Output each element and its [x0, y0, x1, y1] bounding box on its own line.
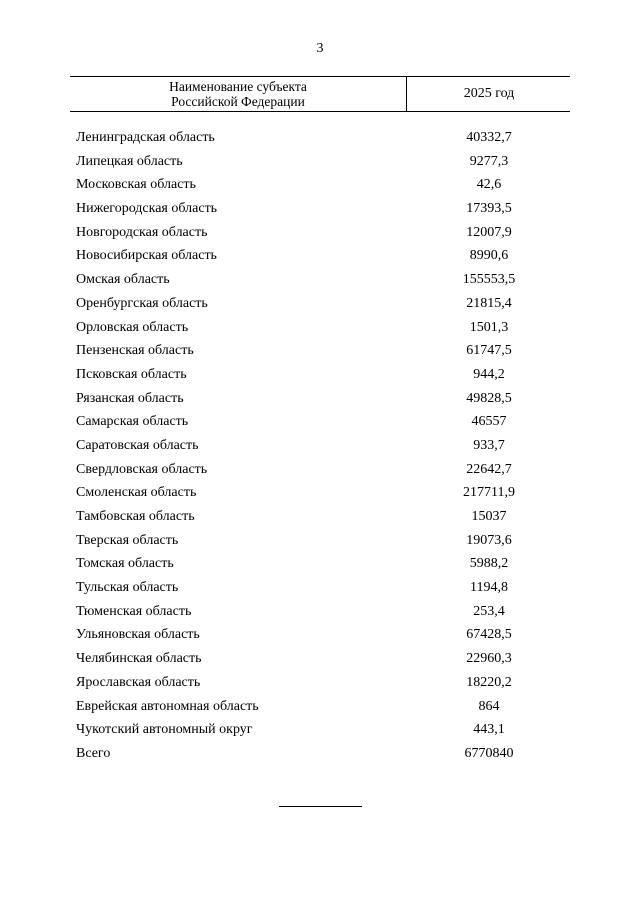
- region-name: Омская область: [76, 272, 170, 288]
- region-name: Орловская область: [76, 319, 189, 335]
- region-name: Тамбовская область: [76, 509, 195, 524]
- region-name: Оренбургская область: [76, 295, 208, 311]
- footer-rule: [279, 806, 362, 807]
- region-value: 17393,5: [466, 201, 512, 217]
- table-row: [0, 600, 640, 624]
- region-name: Нижегородская область: [76, 201, 218, 217]
- region-name: Смоленская область: [76, 485, 197, 501]
- table-row: [0, 695, 640, 719]
- region-value: 22960,3: [466, 651, 512, 667]
- region-value: 1501,3: [469, 319, 509, 335]
- table-row: [0, 671, 640, 695]
- region-name: Тульская область: [76, 580, 179, 596]
- region-value: 864: [478, 698, 500, 714]
- region-value: 1194,8: [470, 580, 508, 596]
- region-value: 49828,5: [466, 390, 512, 406]
- region-name: Ульяновская область: [76, 627, 200, 643]
- table-header: [70, 76, 570, 112]
- region-value: 155553,5: [462, 272, 516, 288]
- header-year: 2025 год: [463, 86, 515, 101]
- region-name: Еврейская автономная область: [76, 698, 259, 714]
- page-number: 3: [316, 41, 324, 56]
- region-value: 944,2: [473, 366, 505, 382]
- region-value: 61747,5: [466, 343, 512, 359]
- region-name: Новгородская область: [76, 224, 208, 240]
- region-value: 12007,9: [466, 224, 512, 240]
- table-row: [0, 173, 640, 197]
- table-row: [0, 410, 640, 434]
- header-region-name-line1: Наименование субъекта: [169, 79, 307, 94]
- table-row: [0, 576, 640, 600]
- region-value: 22642,7: [466, 461, 512, 477]
- region-value: 42,6: [476, 177, 502, 193]
- table-row: [0, 244, 640, 268]
- region-name: Пензенская область: [76, 343, 194, 359]
- region-value: 933,7: [473, 437, 505, 453]
- region-value: 6770840: [464, 745, 514, 761]
- region-name: Новосибирская область: [76, 248, 217, 264]
- table-row: [0, 434, 640, 458]
- table-row: [0, 529, 640, 553]
- table-row: [0, 268, 640, 292]
- region-value: 253,4: [473, 603, 505, 619]
- region-value: 8990,6: [469, 248, 509, 264]
- header-region-name: [70, 77, 407, 111]
- table-row: [0, 339, 640, 363]
- region-value: 18220,2: [466, 674, 512, 690]
- region-value: 67428,5: [466, 627, 512, 643]
- region-name: Всего: [76, 745, 111, 761]
- table-row: [0, 221, 640, 245]
- region-name: Свердловская область: [76, 461, 208, 477]
- region-name: Тюменская область: [76, 603, 192, 619]
- table-row: [0, 197, 640, 221]
- region-name: Саратовская область: [76, 437, 199, 453]
- table-row: [0, 718, 640, 742]
- region-value: 21815,4: [466, 295, 512, 311]
- table-row: [0, 316, 640, 340]
- table-row: [0, 647, 640, 671]
- region-value: 217711,9: [463, 485, 515, 501]
- table-row: [0, 552, 640, 576]
- region-value: 19073,6: [466, 532, 512, 548]
- table-row: [0, 126, 640, 150]
- region-name: Тверская область: [76, 532, 179, 548]
- region-name: Самарская область: [76, 414, 189, 430]
- table-row: [0, 623, 640, 647]
- region-name: Липецкая область: [76, 153, 183, 169]
- region-value: 5988,2: [469, 556, 509, 572]
- region-name: Московская область: [76, 177, 196, 193]
- table-body: [0, 126, 640, 766]
- region-name: Томская область: [76, 556, 174, 572]
- header-region-name-line2: Российской Федерации: [171, 94, 305, 109]
- region-value: 443,1: [473, 722, 505, 738]
- table-row: [0, 458, 640, 482]
- region-value: 15037: [471, 509, 507, 524]
- region-name: Чукотский автономный округ: [76, 722, 253, 738]
- region-name: Ярославская область: [76, 674, 201, 690]
- table-row: [0, 150, 640, 174]
- region-value: 46557: [471, 414, 507, 430]
- table-row: [0, 363, 640, 387]
- region-value: 9277,3: [469, 153, 509, 169]
- region-name: Челябинская область: [76, 651, 202, 667]
- region-value: 40332,7: [466, 130, 512, 145]
- region-name: Ленинградская область: [76, 130, 215, 145]
- region-name: Псковская область: [76, 366, 187, 382]
- table-row: [0, 742, 640, 766]
- table-row: [0, 505, 640, 529]
- table-row: [0, 481, 640, 505]
- table-row: [0, 387, 640, 411]
- table-row: [0, 292, 640, 316]
- region-name: Рязанская область: [76, 390, 184, 406]
